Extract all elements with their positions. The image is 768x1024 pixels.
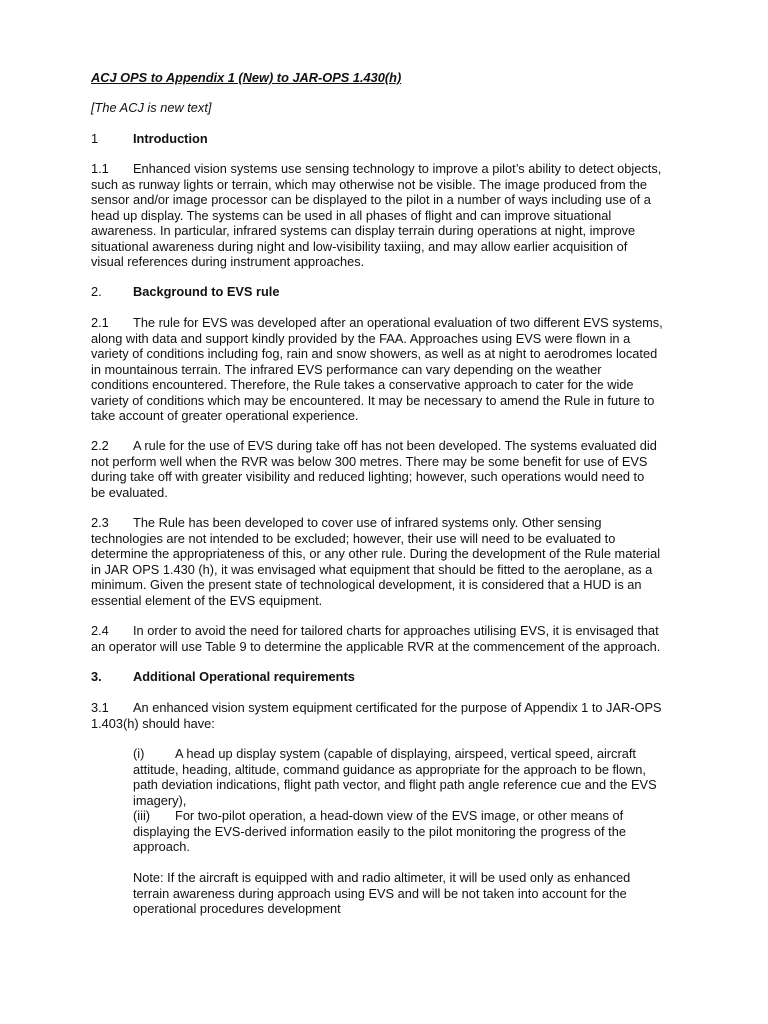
line-text: operational procedures development — [133, 901, 341, 916]
text-line — [133, 870, 678, 886]
line-text: determine the appropriateness of this, or any other rule. During the development of the Rule material — [91, 546, 661, 561]
text-line — [133, 808, 678, 824]
line-text: take account of greater operational experience. — [91, 408, 359, 423]
line-text: In order to avoid the need for tailored charts for approaches utilising EVS, it is envisaged that — [133, 623, 659, 638]
line-text: A head up display system (capable of displaying, airspeed, vertical speed, aircraft — [175, 746, 636, 761]
text-line — [91, 454, 676, 470]
section-title: Introduction — [133, 131, 208, 146]
paragraph-number: 3.1 — [91, 700, 109, 715]
section-title: Additional Operational requirements — [133, 669, 355, 684]
text-line — [133, 886, 678, 902]
text-line — [133, 901, 678, 917]
text-line — [91, 331, 676, 347]
line-text: attitude, heading, altitude, command guidance as appropriate for the approach to be flown, — [133, 761, 646, 777]
document-title: ACJ OPS to Appendix 1 (New) to JAR-OPS 1.430(h) — [91, 70, 402, 85]
text-line — [91, 639, 676, 655]
line-text: A rule for the use of EVS during take off has not been developed. The systems evaluated did — [133, 438, 657, 453]
line-text: situational awareness during night and low-visibility taxiing, and may allow earlier acquisition of — [91, 238, 628, 254]
section-number: 3. — [91, 669, 102, 684]
text-line — [91, 700, 676, 716]
line-text: during take off with greater visibility and reduced lighting; however, such operations would need to — [91, 469, 645, 484]
line-text: head up display. The systems can be used in all phases of flight and can improve situational — [91, 207, 612, 223]
paragraph-number: 2.3 — [91, 515, 109, 530]
text-line — [91, 546, 676, 562]
line-text: Note: If the aircraft is equipped with and radio altimeter, it will be used only as enhanced — [133, 870, 631, 885]
text-line — [133, 839, 678, 855]
text-line — [91, 623, 676, 639]
text-line — [91, 562, 676, 578]
paragraph-number: (i) — [133, 746, 145, 761]
text-line — [133, 793, 678, 809]
line-text: conditions encountered. Therefore, the Rule takes a conservative approach to cater for the wide — [91, 377, 634, 392]
line-text: terrain awareness during approach using EVS and will be not taken into account for the — [133, 885, 627, 901]
paragraph-3-1 — [91, 700, 676, 731]
text-line — [133, 777, 678, 793]
paragraph-2-1 — [91, 315, 676, 424]
line-text: 1.403(h) should have: — [91, 715, 215, 731]
text-line — [133, 746, 678, 762]
paragraph-number: 2.2 — [91, 438, 109, 453]
line-text: not perform well when the RVR was below 300 metres. There may be some benefit for use of EVS — [91, 453, 648, 469]
paragraph-number: (iii) — [133, 808, 151, 823]
line-text: An enhanced vision system equipment certificated for the purpose of Appendix 1 to JAR-OPS — [133, 700, 662, 715]
text-line — [91, 577, 676, 593]
text-line — [91, 192, 676, 208]
line-text: minimum. Given the present state of technological development, it is considered that a HUD is an — [91, 577, 642, 592]
line-text: Enhanced vision systems use sensing technology to improve a pilot’s ability to detect objects, — [133, 161, 662, 176]
text-line — [91, 161, 676, 177]
text-line — [91, 515, 676, 531]
text-line — [91, 531, 676, 547]
line-text: an operator will use Table 9 to determine the applicable RVR at the commencement of the approach. — [91, 638, 661, 654]
requirement-item-i — [133, 746, 678, 808]
section-3-heading — [91, 669, 355, 685]
section-2-heading — [91, 284, 279, 300]
line-text: be evaluated. — [91, 484, 168, 500]
line-text: variety of conditions including fog, rain and snow showers, as well as at night to aerodromes located — [91, 346, 658, 361]
text-line — [91, 485, 676, 501]
section-number: 2. — [91, 284, 102, 299]
text-line — [91, 223, 676, 239]
line-text: variety of conditions which may be encountered. It may be necessary to amend the Rule in future to — [91, 392, 655, 408]
paragraph-number: 2.4 — [91, 623, 109, 638]
text-line — [91, 716, 676, 732]
line-text: displaying the EVS-derived information easily to the pilot monitoring the progress of the — [133, 823, 626, 839]
text-line — [91, 346, 676, 362]
line-text: The Rule has been developed to cover use of infrared systems only. Other sensing — [133, 515, 602, 530]
paragraph-number: 2.1 — [91, 315, 109, 330]
requirement-item-iii — [133, 808, 678, 855]
paragraph-2-2 — [91, 438, 676, 500]
paragraph-2-3 — [91, 515, 676, 608]
text-line — [91, 377, 676, 393]
text-line — [133, 824, 678, 840]
text-line — [91, 239, 676, 255]
line-text: along with data and support kindly provided by the FAA. Approaches using EVS were flown in a — [91, 330, 631, 346]
paragraph-number: 1.1 — [91, 161, 109, 176]
line-text: path deviation indications, flight path vector, and flight path angle reference cue and the EVS — [133, 777, 657, 792]
section-number: 1 — [91, 131, 99, 146]
line-text: technologies are not intended to be excluded; however, their use will need to be evaluated to — [91, 530, 616, 546]
text-line — [91, 469, 676, 485]
line-text: such as runway lights or terrain, which may otherwise not be visible. The image produced from the — [91, 176, 647, 192]
text-line — [91, 254, 676, 270]
note-paragraph — [133, 870, 678, 917]
text-line — [91, 408, 676, 424]
line-text: imagery), — [133, 792, 187, 808]
section-1-heading — [91, 131, 208, 147]
line-text: awareness. In particular, infrared systems can display terrain during operations at night, improve — [91, 223, 636, 238]
line-text: essential element of the EVS equipment. — [91, 592, 323, 608]
line-text: For two-pilot operation, a head-down view of the EVS image, or other means of — [175, 808, 624, 823]
line-text: in JAR OPS 1.430 (h), it was envisaged what equipment that should be fitted to the aeroplane, as a — [91, 561, 653, 577]
line-text: approach. — [133, 839, 190, 854]
line-text: The rule for EVS was developed after an operational evaluation of two different EVS systems, — [133, 315, 663, 330]
section-title: Background to EVS rule — [133, 284, 280, 299]
text-line — [91, 208, 676, 224]
text-line — [91, 393, 676, 409]
document-note: [The ACJ is new text] — [91, 100, 212, 115]
text-line — [91, 362, 676, 378]
text-line — [91, 593, 676, 609]
text-line — [133, 762, 678, 778]
paragraph-2-4 — [91, 623, 676, 654]
text-line — [91, 177, 676, 193]
paragraph-1-1 — [91, 161, 676, 270]
line-text: visual references during instrument approaches. — [91, 254, 365, 269]
line-text: in mountainous terrain. The infrared EVS performance can vary depending on the weather — [91, 361, 602, 377]
text-line — [91, 315, 676, 331]
text-line — [91, 438, 676, 454]
line-text: sensor and/or image processor can be displayed to the pilot in a number of ways including use of a — [91, 192, 651, 207]
